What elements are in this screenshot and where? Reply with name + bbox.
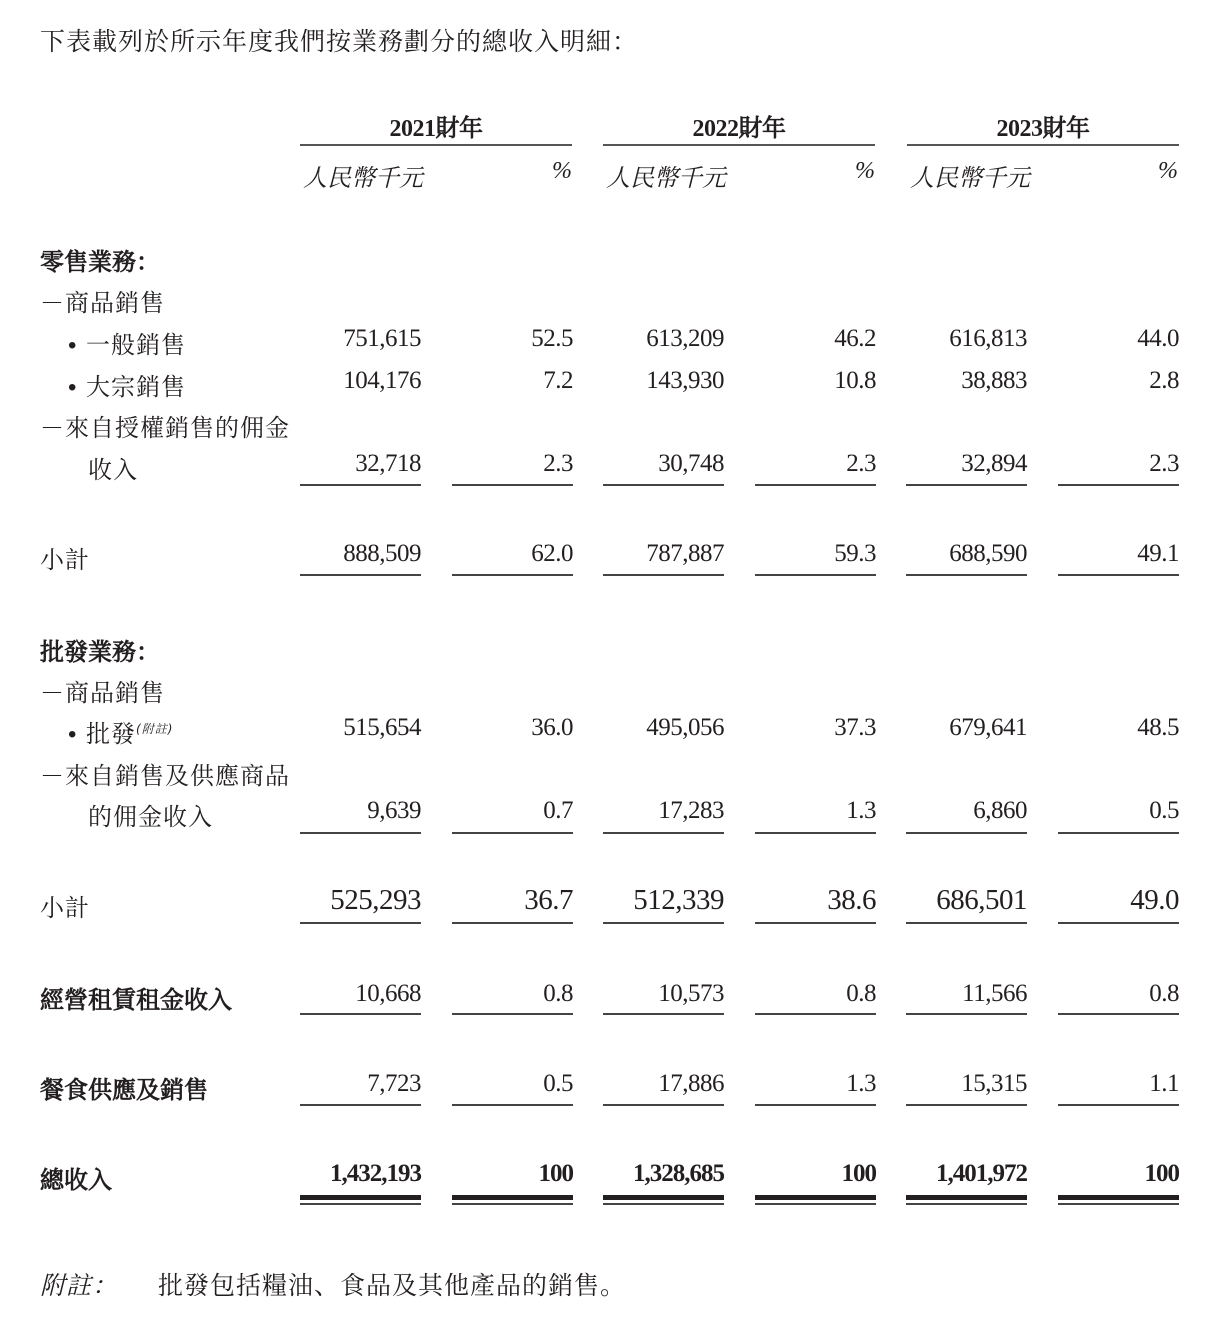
cell-rmb-2021: 1,432,193 <box>330 1160 421 1187</box>
section-heading-retail: 零售業務： <box>40 247 160 276</box>
cell-pct-2021: 100 <box>538 1160 573 1187</box>
underline-rule <box>755 484 876 486</box>
cell-rmb-2021: 515,654 <box>343 714 421 741</box>
cell-pct-2021: 36.0 <box>531 714 573 741</box>
cell-pct-2021: 0.5 <box>543 1070 573 1097</box>
year-header-2021: 2021財年 <box>300 108 572 146</box>
cell-rmb-2023: 616,813 <box>949 325 1027 352</box>
row-label-wholesale-subtotal: 小計 <box>40 894 90 922</box>
underline-rule <box>452 574 573 576</box>
cell-rmb-2022: 17,886 <box>658 1070 724 1097</box>
underline-rule <box>452 832 573 834</box>
underline-rule <box>1058 832 1179 834</box>
cell-rmb-2021: 104,176 <box>343 367 421 394</box>
underline-rule <box>906 484 1027 486</box>
cell-rmb-2023: 15,315 <box>961 1070 1027 1097</box>
cell-pct-2022: 1.3 <box>846 797 876 824</box>
underline-rule <box>1058 922 1179 924</box>
cell-pct-2021: 62.0 <box>531 540 573 567</box>
cell-rmb-2023: 32,894 <box>961 450 1027 477</box>
underline-rule <box>603 574 724 576</box>
cell-rmb-2021: 7,723 <box>367 1070 421 1097</box>
note-reference: (附註) <box>136 722 174 736</box>
cell-rmb-2023: 679,641 <box>949 714 1027 741</box>
underline-rule <box>906 1104 1027 1106</box>
cell-pct-2021: 7.2 <box>543 367 573 394</box>
cell-rmb-2021: 32,718 <box>355 450 421 477</box>
underline-rule <box>1058 484 1179 486</box>
footnote <box>40 1266 626 1302</box>
underline-rule <box>1058 574 1179 576</box>
unit-label-2022: 人民幣千元 <box>606 164 726 192</box>
pct-label-2021: % <box>552 158 572 184</box>
cell-rmb-2022: 787,887 <box>646 540 724 567</box>
cell-rmb-2022: 1,328,685 <box>633 1160 724 1187</box>
underline-rule <box>1058 1104 1179 1106</box>
cell-pct-2021: 0.7 <box>543 797 573 824</box>
row-label-wholesale-commission: 的佣金收入 <box>88 803 213 831</box>
underline-rule <box>906 922 1027 924</box>
underline-rule <box>300 1104 421 1106</box>
row-label-wholesale-commission-line1: －來自銷售及供應商品 <box>40 762 290 790</box>
underline-rule <box>300 484 421 486</box>
cell-rmb-2022: 512,339 <box>633 884 724 916</box>
cell-pct-2021: 0.8 <box>543 980 573 1007</box>
row-label-total: 總收入 <box>40 1165 112 1194</box>
underline-rule <box>906 832 1027 834</box>
double-underline-rule <box>603 1195 724 1205</box>
cell-rmb-2022: 495,056 <box>646 714 724 741</box>
cell-rmb-2023: 688,590 <box>949 540 1027 567</box>
underline-rule <box>300 1013 421 1015</box>
cell-rmb-2023: 38,883 <box>961 367 1027 394</box>
underline-rule <box>755 922 876 924</box>
underline-rule <box>603 1104 724 1106</box>
underline-rule <box>452 1013 573 1015</box>
cell-rmb-2022: 30,748 <box>658 450 724 477</box>
cell-pct-2023: 48.5 <box>1137 714 1179 741</box>
cell-pct-2022: 59.3 <box>834 540 876 567</box>
unit-label-2021: 人民幣千元 <box>303 164 423 192</box>
cell-pct-2022: 37.3 <box>834 714 876 741</box>
cell-pct-2023: 44.0 <box>1137 325 1179 352</box>
cell-rmb-2022: 10,573 <box>658 980 724 1007</box>
year-header-2023: 2023財年 <box>907 108 1179 146</box>
cell-pct-2022: 10.8 <box>834 367 876 394</box>
row-label-catering: 餐食供應及銷售 <box>40 1075 208 1104</box>
cell-pct-2023: 0.8 <box>1149 980 1179 1007</box>
cell-pct-2023: 2.8 <box>1149 367 1179 394</box>
cell-rmb-2023: 6,860 <box>973 797 1027 824</box>
cell-pct-2022: 2.3 <box>846 450 876 477</box>
row-label-retail-commission-line1: －來自授權銷售的佣金 <box>40 414 290 442</box>
double-underline-rule <box>906 1195 1027 1205</box>
cell-rmb-2021: 10,668 <box>355 980 421 1007</box>
footnote-text: 批發包括糧油、食品及其他產品的銷售。 <box>158 1271 627 1300</box>
cell-pct-2023: 1.1 <box>1149 1070 1179 1097</box>
pct-label-2022: % <box>855 158 875 184</box>
cell-rmb-2021: 9,639 <box>367 797 421 824</box>
underline-rule <box>603 922 724 924</box>
wholesale-label-text: • 批發 <box>68 720 137 748</box>
cell-pct-2021: 2.3 <box>543 450 573 477</box>
pct-label-2023: % <box>1158 158 1178 184</box>
cell-rmb-2022: 143,930 <box>646 367 724 394</box>
double-underline-rule <box>755 1195 876 1205</box>
cell-pct-2022: 46.2 <box>834 325 876 352</box>
cell-pct-2023: 2.3 <box>1149 450 1179 477</box>
row-label-general-sales: • 一般銷售 <box>68 331 187 359</box>
cell-pct-2023: 0.5 <box>1149 797 1179 824</box>
year-header-2022: 2022財年 <box>603 108 875 146</box>
underline-rule <box>603 832 724 834</box>
underline-rule <box>452 484 573 486</box>
cell-rmb-2021: 525,293 <box>330 884 421 916</box>
cell-rmb-2021: 751,615 <box>343 325 421 352</box>
cell-pct-2023: 100 <box>1144 1160 1179 1187</box>
row-label-wholesale-goods-sales: －商品銷售 <box>40 679 165 707</box>
cell-pct-2022: 100 <box>841 1160 876 1187</box>
cell-rmb-2023: 11,566 <box>962 980 1027 1007</box>
cell-pct-2021: 52.5 <box>531 325 573 352</box>
double-underline-rule <box>452 1195 573 1205</box>
cell-rmb-2021: 888,509 <box>343 540 421 567</box>
cell-pct-2022: 1.3 <box>846 1070 876 1097</box>
underline-rule <box>300 574 421 576</box>
row-label-leasing: 經營租賃租金收入 <box>40 985 232 1014</box>
underline-rule <box>906 1013 1027 1015</box>
cell-pct-2023: 49.0 <box>1130 884 1179 916</box>
cell-rmb-2023: 1,401,972 <box>936 1160 1027 1187</box>
underline-rule <box>755 1104 876 1106</box>
cell-pct-2021: 36.7 <box>524 884 573 916</box>
footnote-lead: 附註： <box>40 1271 119 1300</box>
underline-rule <box>603 484 724 486</box>
cell-rmb-2023: 686,501 <box>936 884 1027 916</box>
row-label-retail-goods-sales: －商品銷售 <box>40 289 165 317</box>
underline-rule <box>452 1104 573 1106</box>
cell-pct-2022: 0.8 <box>846 980 876 1007</box>
underline-rule <box>300 922 421 924</box>
underline-rule <box>755 574 876 576</box>
underline-rule <box>452 922 573 924</box>
row-label-retail-subtotal: 小計 <box>40 546 90 574</box>
underline-rule <box>603 1013 724 1015</box>
underline-rule <box>1058 1013 1179 1015</box>
cell-rmb-2022: 613,209 <box>646 325 724 352</box>
double-underline-rule <box>1058 1195 1179 1205</box>
underline-rule <box>906 574 1027 576</box>
intro-text: 下表載列於所示年度我們按業務劃分的總收入明細： <box>40 27 639 56</box>
unit-label-2023: 人民幣千元 <box>910 164 1030 192</box>
cell-pct-2023: 49.1 <box>1137 540 1179 567</box>
cell-rmb-2022: 17,283 <box>658 797 724 824</box>
section-heading-wholesale: 批發業務： <box>40 637 160 666</box>
cell-pct-2022: 38.6 <box>827 884 876 916</box>
double-underline-rule <box>300 1195 421 1205</box>
underline-rule <box>755 1013 876 1015</box>
underline-rule <box>300 832 421 834</box>
row-label-wholesale <box>68 714 173 749</box>
row-label-bulk-sales: • 大宗銷售 <box>68 373 187 401</box>
row-label-retail-commission: 收入 <box>88 456 138 484</box>
underline-rule <box>755 832 876 834</box>
